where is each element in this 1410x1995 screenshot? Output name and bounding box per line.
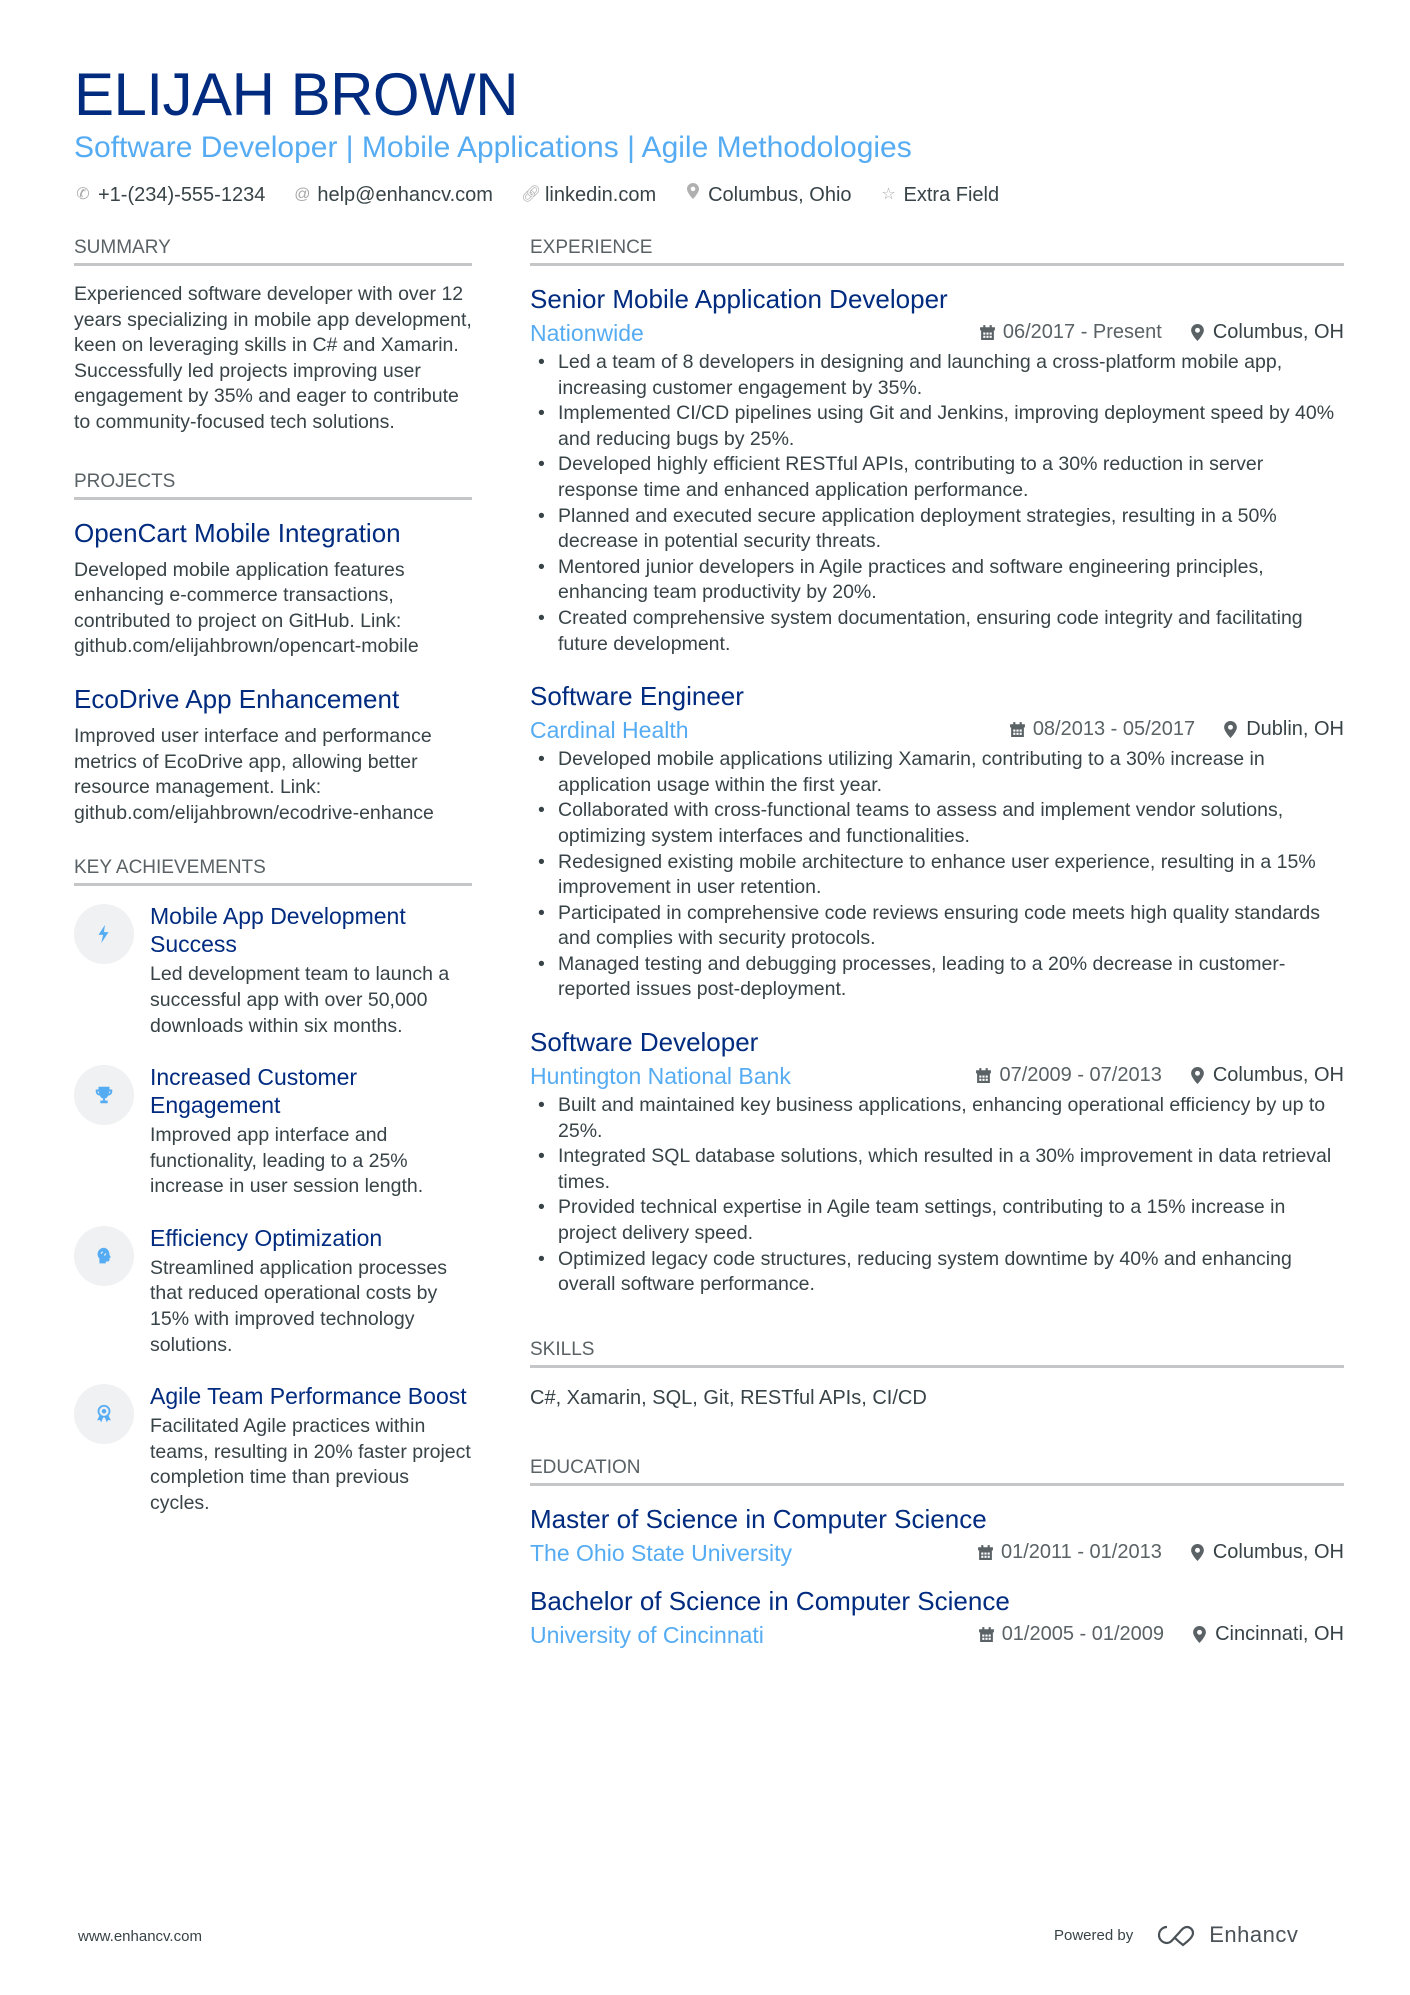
skills-section bbox=[530, 1338, 1344, 1412]
lightning-bolt-icon bbox=[74, 904, 134, 964]
skills-list: C#, Xamarin, SQL, Git, RESTful APIs, CI/CD bbox=[530, 1386, 927, 1409]
bullet-item: • Developed mobile applications utilizing Xamarin, contributing to a 30% increase in application usage within the first year. bbox=[530, 747, 1344, 798]
section-title-education: EDUCATION bbox=[530, 1456, 1344, 1486]
job-location: Columbus, OH bbox=[1190, 1064, 1344, 1087]
extra-text: Extra Field bbox=[903, 184, 1000, 206]
bullet-item: • Redesigned existing mobile architecture to enhance user experience, resulting in a 15% improvement in user retention. bbox=[530, 850, 1344, 901]
company-name: Nationwide bbox=[530, 320, 644, 346]
section-title-summary: SUMMARY bbox=[74, 236, 472, 266]
school-name: University of Cincinnati bbox=[530, 1621, 764, 1648]
job-location: Dublin, OH bbox=[1223, 718, 1344, 741]
achievements-section bbox=[74, 856, 472, 1516]
phone-icon: ✆ bbox=[76, 186, 90, 203]
project-item bbox=[74, 682, 472, 826]
brand-name: Enhancv bbox=[1209, 1922, 1299, 1947]
education-dates: 01/2005 - 01/2009 bbox=[979, 1623, 1164, 1646]
degree-title: Master of Science in Computer Science bbox=[530, 1503, 987, 1534]
location-pin-icon bbox=[1190, 1544, 1205, 1561]
bullet-item: • Integrated SQL database solutions, which resulted in a 30% improvement in data retrieval times. bbox=[530, 1144, 1344, 1195]
contact-extra bbox=[880, 182, 1000, 208]
job-entry bbox=[530, 282, 1344, 657]
job-bullets bbox=[530, 350, 1344, 657]
education-section bbox=[530, 1456, 1344, 1650]
at-icon: @ bbox=[294, 186, 311, 203]
location-pin-icon bbox=[1192, 1626, 1207, 1643]
achievement-item bbox=[74, 1063, 472, 1200]
section-title-achievements: KEY ACHIEVEMENTS bbox=[74, 856, 472, 886]
bullet-item: • Provided technical expertise in Agile team settings, contributing to a 15% increase in project delivery speed. bbox=[530, 1195, 1344, 1246]
location-pin-icon bbox=[1223, 721, 1238, 738]
bullet-item: • Developed highly efficient RESTful APIs, contributing to a 30% reduction in server response time and enhanced application performance. bbox=[530, 452, 1344, 503]
education-entry bbox=[530, 1584, 1344, 1650]
bullet-item: • Managed testing and debugging processes, leading to a 20% decrease in customer-reported issues post-deployment. bbox=[530, 952, 1344, 1003]
section-title-skills: SKILLS bbox=[530, 1338, 1344, 1368]
achievement-description: Facilitated Agile practices within teams, resulting in 20% faster project completion time than previous cycles. bbox=[150, 1415, 471, 1515]
summary-text: Experienced software developer with over 12 years specializing in mobile app development, keen on leveraging skills in C# and Xamarin. Successfully led projects improving user engagement by 35% and eager to contribute to community-focused tech solutions. bbox=[74, 283, 472, 433]
footer-website[interactable]: www.enhancv.com bbox=[78, 1928, 202, 1945]
bullet-item: • Mentored junior developers in Agile practices and software engineering principles, enhancing team productivity by 20%. bbox=[530, 555, 1344, 606]
job-dates: 06/2017 - Present bbox=[980, 321, 1162, 344]
achievement-description: Led development team to launch a successful app with over 50,000 downloads within six months. bbox=[150, 963, 450, 1037]
section-title-experience: EXPERIENCE bbox=[530, 236, 1344, 266]
summary-section bbox=[74, 236, 472, 436]
trophy-icon bbox=[74, 1065, 134, 1125]
project-description: Developed mobile application features enhancing e-commerce transactions, contributed to project on GitHub. Link: github.com/elijahbrown/opencart-mobile bbox=[74, 558, 419, 658]
calendar-icon bbox=[1010, 721, 1025, 738]
brain-head-icon bbox=[74, 1226, 134, 1286]
achievement-description: Improved app interface and functionality, leading to a 25% increase in user session length. bbox=[150, 1124, 424, 1198]
education-location: Cincinnati, OH bbox=[1192, 1623, 1344, 1646]
star-icon: ☆ bbox=[881, 186, 896, 203]
contact-location bbox=[684, 182, 851, 208]
job-bullets bbox=[530, 747, 1344, 1003]
company-name: Huntington National Bank bbox=[530, 1063, 791, 1090]
calendar-icon bbox=[978, 1544, 993, 1561]
contact-phone bbox=[74, 182, 265, 208]
bullet-item: • Planned and executed secure application deployment strategies, resulting in a 50% decrease in potential security threats. bbox=[530, 504, 1344, 555]
education-dates: 01/2011 - 01/2013 bbox=[978, 1541, 1162, 1564]
bullet-item: • Participated in comprehensive code reviews ensuring code meets high quality standards and complies with security protocols. bbox=[530, 901, 1344, 952]
achievement-title: Agile Team Performance Boost bbox=[150, 1383, 467, 1410]
calendar-icon bbox=[979, 1626, 994, 1643]
job-entry bbox=[530, 1025, 1344, 1298]
degree-title: Bachelor of Science in Computer Science bbox=[530, 1585, 1010, 1616]
achievement-title: Increased Customer Engagement bbox=[150, 1064, 358, 1119]
bullet-item: • Implemented CI/CD pipelines using Git and Jenkins, improving deployment speed by 40% and reducing bugs by 25%. bbox=[530, 401, 1344, 452]
project-item bbox=[74, 516, 472, 660]
left-column bbox=[74, 236, 472, 1545]
project-title: OpenCart Mobile Integration bbox=[74, 517, 401, 548]
bullet-item: • Built and maintained key business applications, enhancing operational efficiency by up to 25%. bbox=[530, 1093, 1344, 1144]
contact-email[interactable] bbox=[293, 182, 493, 208]
school-name: The Ohio State University bbox=[530, 1539, 793, 1566]
education-location: Columbus, OH bbox=[1190, 1541, 1344, 1564]
job-dates: 07/2009 - 07/2013 bbox=[976, 1064, 1161, 1087]
candidate-headline: Software Developer | Mobile Applications | Agile Methodologies bbox=[74, 131, 912, 164]
achievement-title: Mobile App Development Success bbox=[150, 903, 406, 958]
job-bullets bbox=[530, 1093, 1344, 1298]
link-icon: 🔗︎ bbox=[520, 186, 542, 203]
achievement-description: Streamlined application processes that reduced operational costs by 15% with improved technology solutions. bbox=[150, 1256, 447, 1356]
section-title-projects: PROJECTS bbox=[74, 470, 472, 500]
job-title: Senior Mobile Application Developer bbox=[530, 284, 948, 314]
bullet-item: • Optimized legacy code structures, reducing system downtime by 40% and enhancing overall software performance. bbox=[530, 1247, 1344, 1298]
project-title: EcoDrive App Enhancement bbox=[74, 683, 400, 714]
phone-text: +1-(234)-555-1234 bbox=[98, 184, 266, 206]
candidate-name: ELIJAH BROWN bbox=[74, 61, 519, 128]
powered-by-label: Powered by bbox=[1054, 1926, 1134, 1944]
right-column bbox=[530, 236, 1344, 1678]
experience-section bbox=[530, 236, 1344, 1298]
bullet-item: • Led a team of 8 developers in designing and launching a cross-platform mobile app, increasing customer engagement by 35%. bbox=[530, 350, 1344, 401]
enhancv-logo[interactable] bbox=[1155, 1922, 1298, 1948]
location-pin-icon bbox=[1190, 324, 1205, 341]
job-title: Software Engineer bbox=[530, 681, 744, 712]
calendar-icon bbox=[976, 1067, 991, 1084]
bullet-item: • Created comprehensive system documentation, ensuring code integrity and facilitating future development. bbox=[530, 606, 1344, 657]
achievement-item bbox=[74, 1224, 472, 1358]
calendar-icon bbox=[980, 324, 995, 341]
footer-powered-by bbox=[1054, 1922, 1298, 1948]
contact-row bbox=[74, 182, 1344, 208]
project-description: Improved user interface and performance metrics of EcoDrive app, allowing better resource management. Link: github.com/elijahbrown/ecodrive-enhance bbox=[74, 724, 434, 824]
achievement-title: Efficiency Optimization bbox=[150, 1224, 383, 1251]
enhancv-logo-icon bbox=[1155, 1923, 1199, 1947]
award-ribbon-icon bbox=[74, 1384, 134, 1444]
location-text: Columbus, Ohio bbox=[708, 184, 852, 206]
bullet-item: • Collaborated with cross-functional teams to assess and implement vendor solutions, optimizing system interfaces and functionalities. bbox=[530, 798, 1344, 849]
location-pin-icon bbox=[1190, 1067, 1205, 1084]
education-entry bbox=[530, 1502, 1344, 1568]
location-pin-icon bbox=[684, 182, 702, 208]
job-dates: 08/2013 - 05/2017 bbox=[1010, 718, 1195, 741]
achievement-item bbox=[74, 902, 472, 1039]
job-title: Software Developer bbox=[530, 1027, 759, 1058]
company-name: Cardinal Health bbox=[530, 717, 689, 744]
linkedin-text[interactable]: linkedin.com bbox=[544, 184, 657, 206]
projects-section bbox=[74, 470, 472, 827]
achievement-item bbox=[74, 1382, 472, 1516]
job-location: Columbus, OH bbox=[1190, 321, 1344, 344]
email-text[interactable]: help@enhancv.com bbox=[317, 184, 493, 206]
resume-header bbox=[74, 62, 1344, 208]
contact-linkedin[interactable] bbox=[521, 182, 656, 208]
job-entry bbox=[530, 679, 1344, 1003]
